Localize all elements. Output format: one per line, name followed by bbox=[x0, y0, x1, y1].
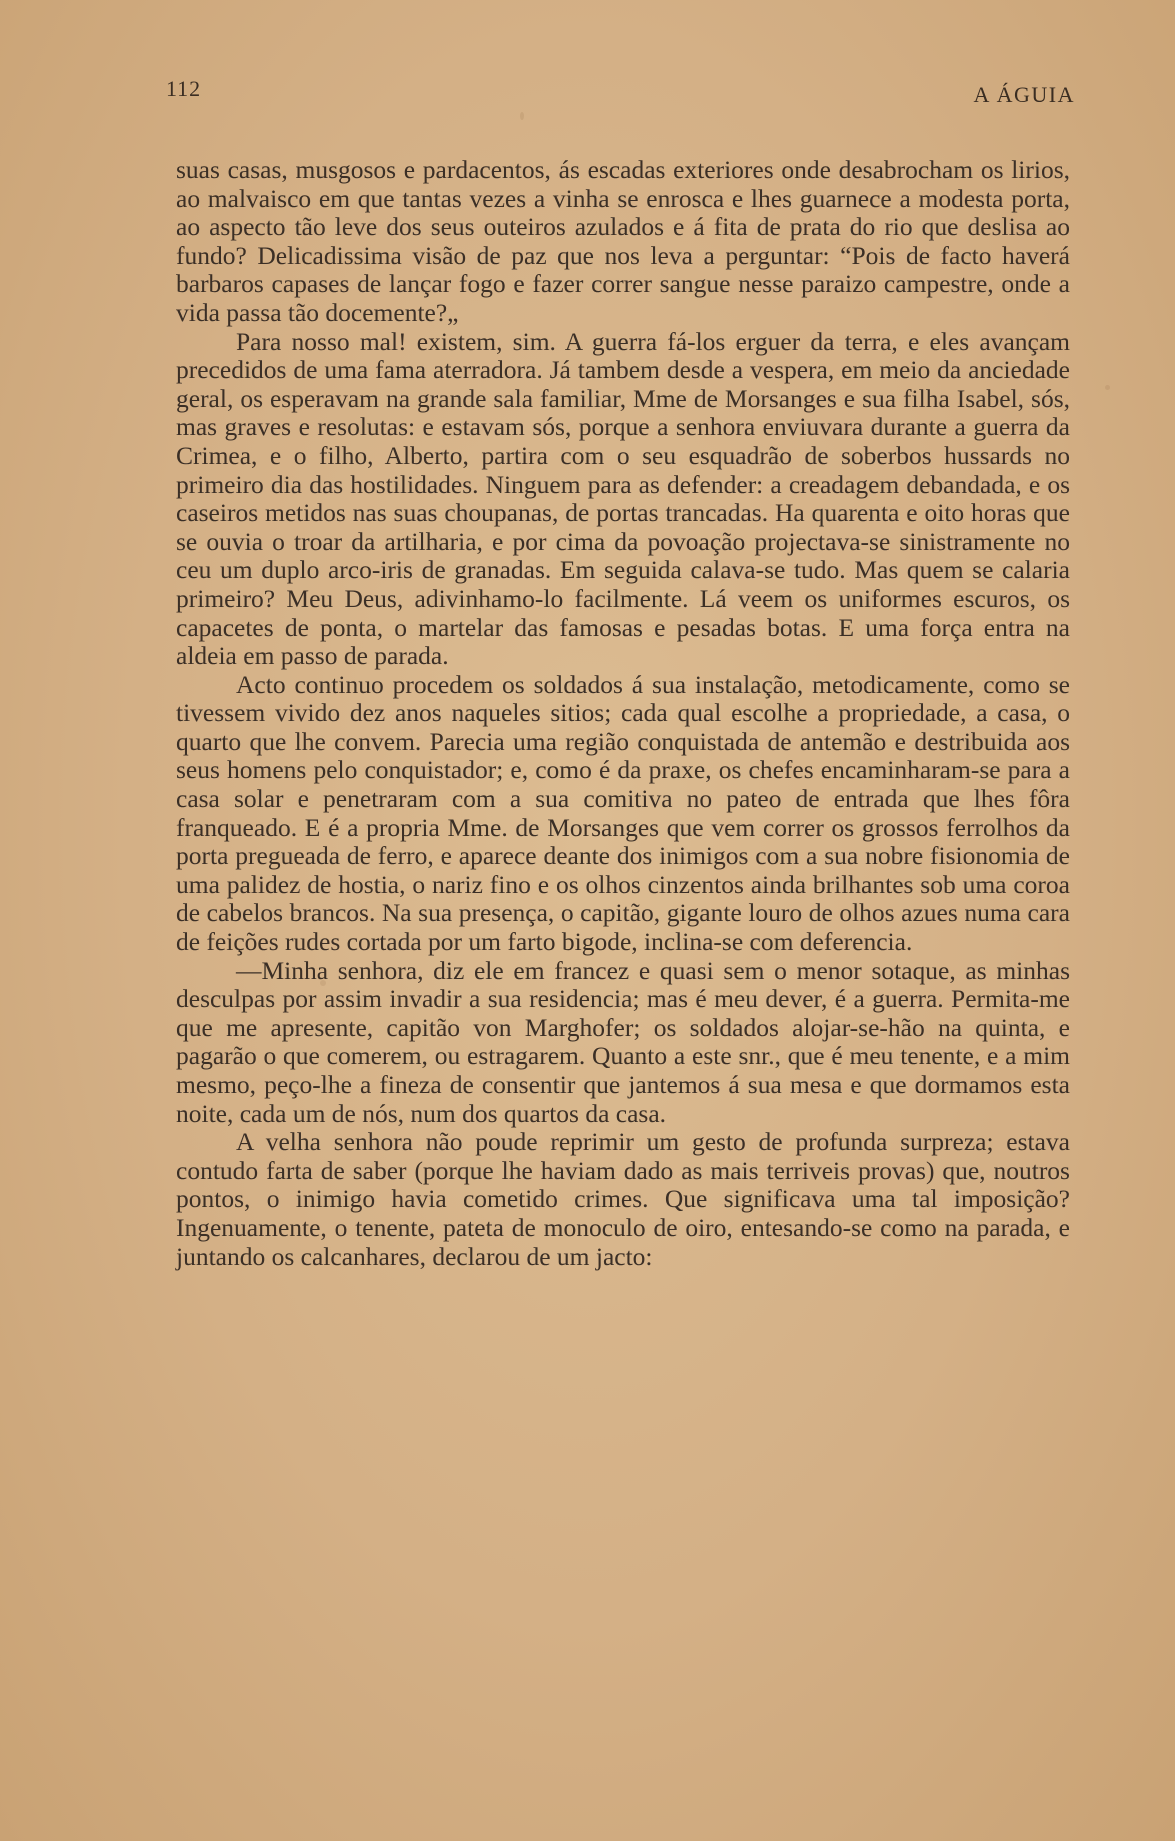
paragraph: Para nosso mal! existem, sim. A guerra fá-los erguer da terra, e eles avançam precedidos de uma fama aterradora. Já tambem desde a vespera, em meio da anciedade geral, os esperavam na grande sala familiar, Mme de Morsanges e sua filha Isabel, sós, mas graves e resolutas: e estavam sós, porque a senhora enviuvara durante a guerra da Crimea, e o filho, Alberto, partira com o seu esquadrão de soberbos hussards no primeiro dia das hostilidades. Ninguem para as defender: a creadagem debandada, e os caseiros metidos nas suas choupanas, de portas trancadas. Ha quarenta e oito horas que se ouvia o troar da artilharia, e por cima da povoação projectava-se sinistramente no ceu um duplo arco-iris de granadas. Em seguida calava-se tudo. Mas quem se calaria primeiro? Meu Deus, adivinhamo-lo facilmente. Lá veem os uniformes escuros, os capacetes de ponta, o martelar das famosas e pesadas botas. E uma força entra na aldeia em passo de parada. bbox=[176, 326, 1070, 671]
paper-stain bbox=[1105, 385, 1110, 390]
page-number: 112 bbox=[166, 76, 202, 101]
body-text bbox=[176, 156, 1070, 1271]
running-title: A ÁGUIA bbox=[973, 82, 1075, 107]
page-header bbox=[0, 0, 1175, 140]
paragraph: A velha senhora não poude reprimir um gesto de profunda surpreza; estava contudo farta de saber (porque lhe haviam dado as mais terriveis provas) que, noutros pontos, o inimigo havia cometido crimes. Que significava uma tal imposição? Ingenuamente, o tenente, pateta de monoculo de oiro, entesando-se como na parada, e juntando os calcanhares, declarou de um jacto: bbox=[176, 1127, 1070, 1271]
dialogue-paragraph: —Minha senhora, diz ele em francez e quasi sem o menor sotaque, as minhas desculpas por assim invadir a sua residencia; mas é meu dever, é a guerra. Permita-me que me apresente, capitão von Marghofer; os soldados alojar-se-hão na quinta, e pagarão o que comerem, ou estragarem. Quanto a este snr., que é meu tenente, e a mim mesmo, peço-lhe a fineza de consentir que jantemos á sua mesa e que dormamos esta noite, cada um de nós, num dos quartos da casa. bbox=[176, 955, 1070, 1128]
paragraph: Acto continuo procedem os soldados á sua instalação, metodicamente, como se tivessem vivido dez anos naqueles sitios; cada qual escolhe a propriedade, a casa, o quarto que lhe convem. Parecia uma região conquistada de antemão e destribuida aos seus homens pelo conquistador; e, como é da praxe, os chefes encaminharam-se para a casa solar e penetraram com a sua comitiva no pateo de entrada que lhes fôra franqueado. E é a propria Mme. de Morsanges que vem correr os grossos ferrolhos da porta pregueada de ferro, e aparece deante dos inimigos com a sua nobre fisionomia de uma palidez de hostia, o nariz fino e os olhos cinzentos ainda brilhantes sob uma coroa de cabelos brancos. Na sua presença, o capitão, gigante louro de olhos azues numa cara de feições rudes cortada por um farto bigode, inclina-se com deferencia. bbox=[176, 669, 1070, 957]
paragraph-continuation: suas casas, musgosos e pardacentos, ás escadas exteriores onde desabrocham os lirios, ao malvaisco em que tantas vezes a vinha se enrosca e lhes guarnece a modesta porta, ao aspecto tão leve dos seus outeiros azulados e á fita de prata do rio que deslisa ao fundo? Delicadissima visão de paz que nos leva a perguntar: “Pois de facto haverá barbaros capases de lançar fogo e fazer correr sangue nesse paraizo campestre, onde a vida passa tão docemente?„ bbox=[176, 155, 1070, 327]
